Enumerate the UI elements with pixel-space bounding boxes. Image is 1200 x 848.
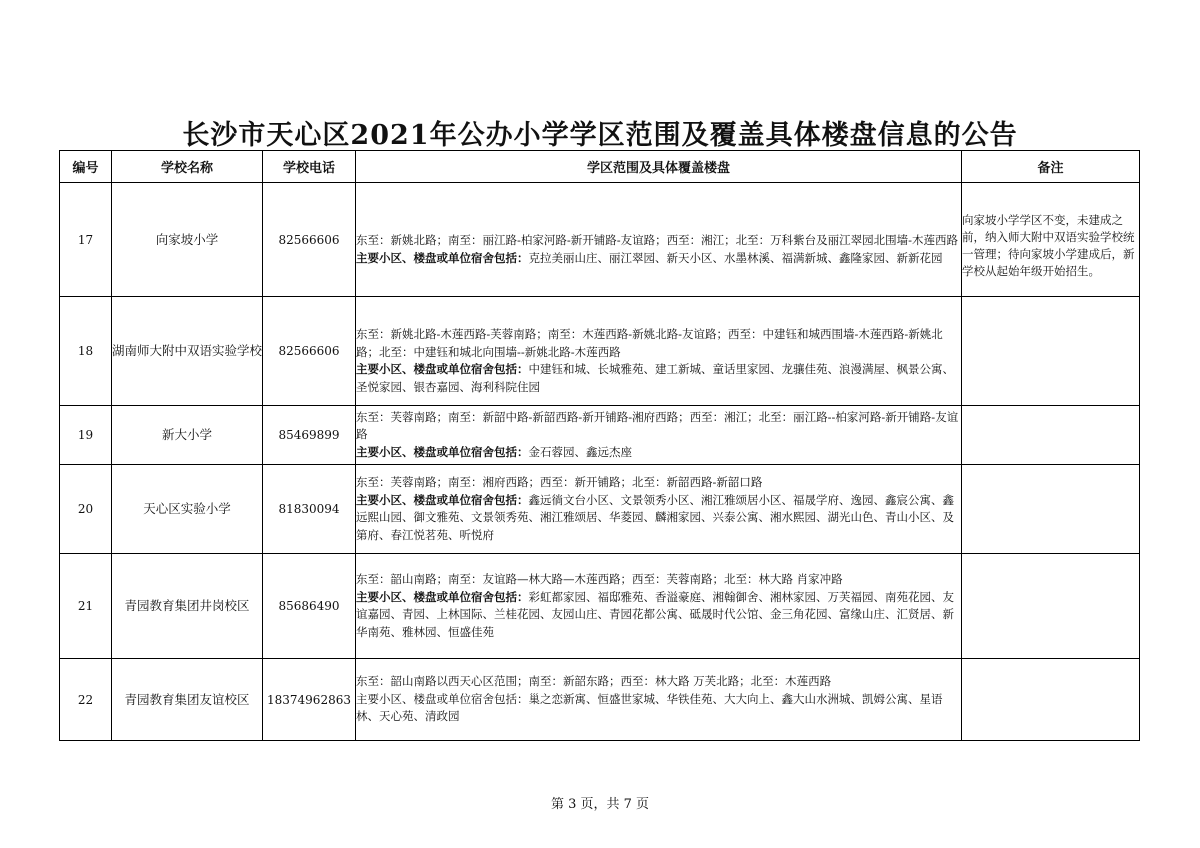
school-phone: 18374962863	[263, 659, 356, 741]
school-phone: 81830094	[263, 465, 356, 554]
estates-label: 主要小区、楼盘或单位宿舍包括：	[356, 362, 529, 376]
school-district-table	[59, 150, 1140, 741]
document-title: 长沙市天心区2021年公办小学学区范围及覆盖具体楼盘信息的公告	[182, 120, 1018, 151]
district-scope	[356, 406, 962, 465]
district-scope	[356, 465, 962, 554]
estates-list: 鑫远徜文台小区、文景领秀小区、湘江雅颂居小区、福晟学府、逸园、鑫宸公寓、鑫远熙山园、御文雅苑、文景领秀苑、湘江雅颂居、华菱园、麟湘家园、兴泰公寓、湘水熙园、湖光山色、青山小区、及第府、春江悦茗苑、听悦府	[356, 492, 954, 542]
school-phone: 82566606	[263, 297, 356, 406]
page-footer: 第 3 页，共 7 页	[550, 797, 650, 812]
table-row	[60, 297, 1140, 406]
estates-label: 主要小区、楼盘或单位宿舍包括：	[356, 250, 529, 265]
header-scope: 学区范围及具体覆盖楼盘	[356, 151, 962, 183]
estates-label: 主要小区、楼盘或单位宿舍包括：	[356, 492, 529, 507]
scope-bounds: 东至：芙蓉南路；南至：湘府西路；西至：新开铺路；北至：新韶西路-新韶口路	[356, 475, 763, 489]
row-num: 17	[60, 183, 112, 297]
school-phone: 82566606	[263, 183, 356, 297]
row-note	[962, 659, 1140, 741]
scope-bounds: 东至：韶山南路以西天心区范围；南至：新韶东路；西至：林大路 万芙北路；北至：木莲西路	[356, 674, 832, 689]
row-num: 19	[60, 406, 112, 465]
row-note	[962, 465, 1140, 554]
estates-list: 巢之恋新寓、恒盛世家城、华铁佳苑、大大向上、鑫大山水洲城、凯姆公寓、星语林、天心苑、清政园	[356, 691, 943, 724]
table-row	[60, 406, 1140, 465]
scope-bounds: 东至：韶山南路；南至：友谊路—林大路—木莲西路；西至：芙蓉南路；北至：林大路 肖家冲路	[356, 572, 843, 586]
district-scope	[356, 554, 962, 659]
school-name: 湖南师大附中双语实验学校	[112, 297, 263, 406]
estates-list: 彩虹都家园、福邸雅苑、香溢豪庭、湘翰御舍、湘林家园、万芙福园、南苑花园、友谊嘉园、青园、上林国际、兰桂花园、友园山庄、青园花都公寓、砥晟时代公馆、金三角花园、富缘山庄、汇贤居、新华南苑、雅林园、恒盛佳苑	[356, 589, 954, 639]
header-note: 备注	[962, 151, 1140, 183]
table-row	[60, 465, 1140, 554]
row-num: 18	[60, 297, 112, 406]
scope-bounds: 东至：新姚北路；南至：丽江路-柏家河路-新开铺路-友谊路；西至：湘江；北至：万科紫台及丽江翠园北围墙-木莲西路	[356, 233, 959, 247]
scope-bounds: 东至：芙蓉南路；南至：新韶中路-新韶西路-新开铺路-湘府西路；西至：湘江；北至：丽江路--柏家河路-新开铺路-友谊路	[356, 409, 959, 442]
estates-label: 主要小区、楼盘或单位宿舍包括：	[356, 589, 529, 604]
table-row	[60, 659, 1140, 741]
table-row	[60, 183, 1140, 297]
row-note	[962, 554, 1140, 659]
header-num: 编号	[60, 151, 112, 183]
district-scope	[356, 183, 962, 297]
school-name: 新大小学	[112, 406, 263, 465]
row-num: 21	[60, 554, 112, 659]
estates-list: 克拉美丽山庄、丽江翠园、新天小区、水墨林溪、福满新城、鑫隆家园、新新花园	[528, 250, 943, 265]
district-scope	[356, 659, 962, 741]
estates-list: 金石蓉园、鑫远杰座	[528, 444, 632, 459]
row-note	[962, 406, 1140, 465]
school-name: 青园教育集团友谊校区	[112, 659, 263, 741]
row-num: 20	[60, 465, 112, 554]
scope-bounds: 东至：新姚北路-木莲西路-芙蓉南路；南至：木莲西路-新姚北路-友谊路；西至：中建钰和城西围墙-木莲西路-新姚北路；北至：中建钰和城北向围墙--新姚北路-木莲西路	[356, 327, 943, 359]
estates-label: 主要小区、楼盘或单位宿舍包括：	[356, 444, 529, 459]
row-num: 22	[60, 659, 112, 741]
table-row	[60, 554, 1140, 659]
district-scope	[356, 297, 962, 406]
table-header-row	[60, 151, 1140, 183]
school-name: 向家坡小学	[112, 183, 263, 297]
school-phone: 85469899	[263, 406, 356, 465]
header-phone: 学校电话	[263, 151, 356, 183]
row-note	[962, 297, 1140, 406]
school-name: 青园教育集团井岗校区	[112, 554, 263, 659]
header-school: 学校名称	[112, 151, 263, 183]
estates-list: 中建钰和城、长城雅苑、建工新城、童话里家园、龙骧佳苑、浪漫满屋、枫景公寓、圣悦家园、银杏嘉园、海利科院住园	[356, 362, 954, 394]
row-note: 向家坡小学学区不变，未建成之前，纳入师大附中双语实验学校统一管理；待向家坡小学建成后，新学校从起始年级开始招生。	[962, 183, 1140, 297]
estates-label: 主要小区、楼盘或单位宿舍包括：	[356, 691, 529, 706]
school-name: 天心区实验小学	[112, 465, 263, 554]
school-phone: 85686490	[263, 554, 356, 659]
